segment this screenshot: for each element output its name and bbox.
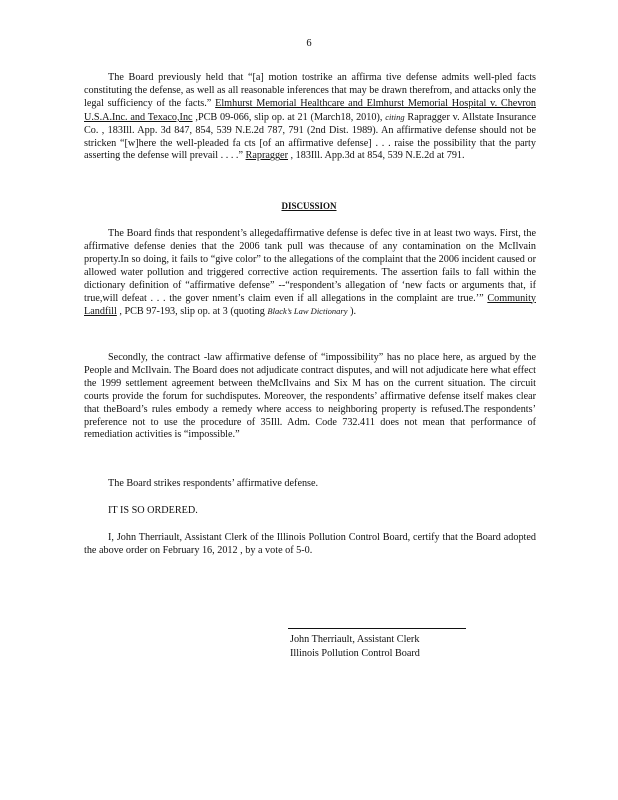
text: Rapragger v. Allstate Insurance Co. , 183Ill. App. 3d 847, 854, 539 N.E.2d 787, 791 (2nd Dist. 1989). An affirmative defense should not be stricken “[w]here the well-pleaded fa cts [of an affirmative defense] . . . raise the possibility that the party asserting the defense will prevail . . . .” (84, 111, 537, 162)
text: The Board strikes respondents’ affirmative defense. (108, 478, 319, 489)
paragraph-prior-holding (84, 72, 536, 163)
signer-name: John Therriault, Assistant Clerk (290, 634, 420, 645)
signature-block (290, 633, 420, 660)
book-title: Black’s Law Dictionary (267, 306, 348, 317)
signer-organization: Illinois Pollution Control Board (290, 647, 420, 659)
text: IT IS SO ORDERED. (108, 505, 198, 516)
paragraph-strikes (84, 478, 536, 491)
text: , PCB 97-193, slip op. at 3 (quoting (116, 306, 268, 318)
section-heading: DISCUSSION (281, 201, 337, 211)
text: , 183Ill. App.3d at 854, 539 N.E.2d at 791. (287, 150, 465, 162)
text: I, John Therriault, Assistant Clerk of the Illinois Pollution Control Board, certify that the Board adopted the above order on February 16, 2012 , by a vote of 5-0. (84, 532, 536, 556)
text: The Board finds that respondent’s allegedaffirmative defense is defec tive in at least two ways. First, the affirmative defense denies that the 2006 tank pull was thecause of any contamination on the McIlvain property.In so doing, it fails to “give color” to the allegations of the complaint that the 2006 incident caused or allowed water pollution and triggered corrective action requirements. The assertion fails to fall within the dictionary definition of “affirmative defense” --“respondent’s allegation of ‘new facts or arguments that, if true,will defeat . . . the gover nment’s claim even if all allegations in the complaint are true.’” (84, 228, 536, 304)
paragraph-impossibility (84, 352, 536, 442)
citing-signal: citing (385, 111, 405, 122)
paragraph-so-ordered (84, 505, 536, 518)
case-citation-community-landfill: Community Landfill (84, 292, 536, 318)
paragraph-discussion-first (84, 228, 536, 319)
text: ). (347, 306, 357, 318)
text: ,PCB 09-066, slip op. at 21 (March18, 2010), (192, 111, 386, 123)
text: The Board previously held that “[a] motion tostrike an affirma tive defense admits well-pled facts constituting the defense, as well as all reasonable inferences that may be drawn therefrom, and attacks only the legal sufficiency of the facts.” (84, 72, 536, 109)
text: Secondly, the contract -law affirmative defense of “impossibility” has no place here, as argued by the People and McIlvain. The Board does not adjudicate contract disputes, and will not adjudicate here what effect the 1999 settlement agreement between theMcIlvains and Six M has on the current situation. The circuit courts provide the forum for suchdisputes. Moreover, the respondents’ affirmative defense itself makes clear that theBoard’s rules embody a remedy where access to neighboring property is refused.The respondents’ preference not to use the procedure of 35Ill. Adm. Code 732.411 does not mean that performance of remediation activities is “impossible.” (84, 352, 536, 441)
paragraph-certification (84, 532, 536, 558)
case-citation-elmhurst: Elmhurst Memorial Healthcare and Elmhurst Memorial Hospital v. Chevron U.S.A.Inc. and Texaco,Inc (84, 97, 536, 123)
signature-line (288, 628, 466, 629)
page-number: 6 (306, 38, 312, 49)
case-citation-rapragger: Rapragger (245, 150, 288, 162)
